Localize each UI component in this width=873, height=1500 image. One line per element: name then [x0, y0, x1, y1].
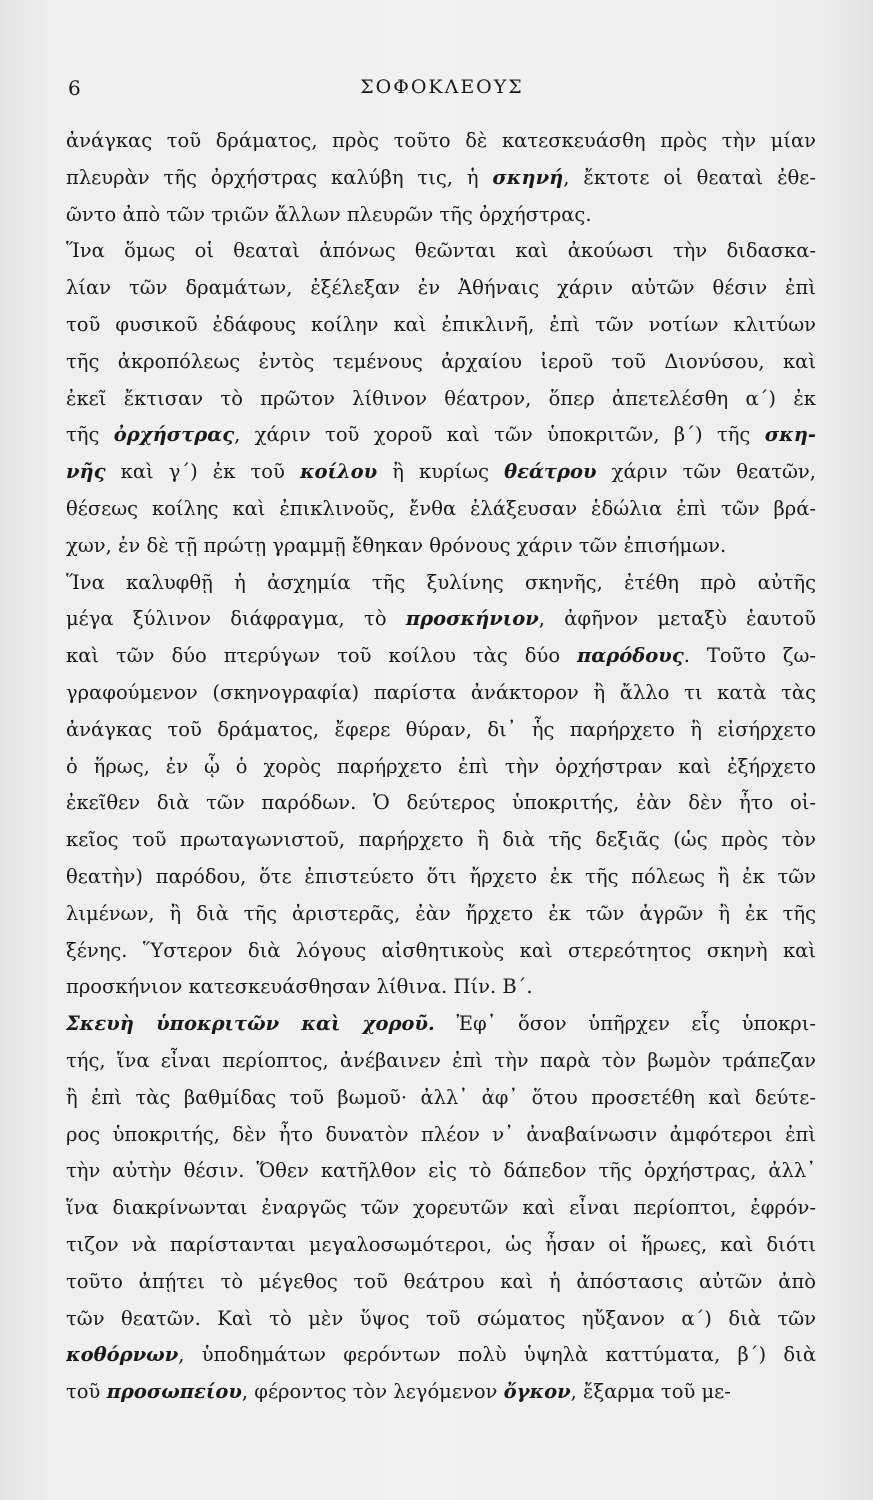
text-run: τής, ἵνα εἶναι περίοπτος, ἀνέβαινεν ἐπὶ τὴν παρὰ τὸν βωμὸν τράπεζαν — [66, 1048, 816, 1072]
text-run: Ἵνα καλυφθῇ ἡ ἀσχημία τῆς ξυλίνης σκηνῆς, ἐτέθη πρὸ αὐτῆς — [66, 570, 816, 594]
text-run: τοῦτο ἀπῄτει τὸ μέγεθος τοῦ θεάτρου καὶ ἡ ἀπόστασις αὐτῶν ἀπὸ — [66, 1269, 816, 1293]
paragraph — [66, 233, 816, 564]
text-run: πλευρὰν τῆς ὀρχήστρας καλύβη τις, ἡ — [66, 165, 493, 189]
emphasized-term: κοίλου — [299, 460, 378, 484]
text-run: ρος ὑποκριτής, δὲν ἦτο δυνατὸν πλέον ν᾽ ἀναβαίνωσιν ἀμφότεροι ἐπὶ — [66, 1122, 816, 1146]
text-line — [66, 123, 816, 160]
page-number: 6 — [68, 76, 81, 100]
body-text — [66, 123, 816, 1411]
text-line — [66, 601, 816, 638]
text-run: , ἀφῆνον μεταξὺ ἑαυτοῦ — [538, 607, 816, 631]
text-run: θέσεως κοίλης καὶ ἐπικλινοῦς, ἔνθα ἐλάξευσαν ἑδώλια ἐπὶ τῶν βρά- — [66, 496, 816, 520]
text-line — [66, 712, 816, 749]
text-run: , χάριν τοῦ χοροῦ καὶ τῶν ὑποκριτῶν, β΄) τῆς — [234, 423, 765, 447]
text-run: καὶ γ΄) ἐκ τοῦ — [105, 460, 300, 484]
running-title: ΣΟΦΟΚΛΕΟΥΣ — [360, 76, 524, 98]
text-run: μέγα ξύλινον διάφραγμα, τὸ — [66, 607, 406, 631]
text-run: θεατὴν) παρόδου, ὅτε ἐπιστεύετο ὅτι ἤρχετο ἐκ τῆς πόλεως ἢ ἐκ τῶν — [66, 864, 816, 888]
emphasized-term: παρόδους — [577, 644, 684, 668]
text-run: τὴν αὐτὴν θέσιν. Ὅθεν κατῆλθον εἰς τὸ δάπεδον τῆς ὀρχήστρας, ἀλλ᾽ — [66, 1159, 816, 1183]
emphasized-term: ὀρχήστρας — [113, 423, 235, 447]
text-line — [66, 1190, 816, 1227]
text-run: κεῖος τοῦ πρωταγωνιστοῦ, παρήρχετο ἢ διὰ τῆς δεξιᾶς (ὡς πρὸς τὸν — [66, 828, 816, 852]
text-run: ἢ κυρίως — [377, 460, 505, 484]
text-line — [66, 749, 816, 786]
text-line — [66, 933, 816, 970]
text-run: ξένης. Ὕστερον διὰ λόγους αἰσθητικοὺς καὶ στερεότητος σκηνὴ καὶ — [66, 938, 816, 962]
text-line — [66, 454, 816, 491]
text-line — [66, 307, 816, 344]
emphasized-term: θεάτρου — [504, 460, 597, 484]
text-run: , ἔξαρμα τοῦ με- — [570, 1380, 731, 1404]
emphasized-term: Σκευὴ ὑποκριτῶν καὶ χοροῦ. — [66, 1012, 435, 1036]
text-line — [66, 1117, 816, 1154]
text-line — [66, 1264, 816, 1301]
text-run: Ἐφ᾽ ὅσον ὑπῆρχεν εἷς ὑποκρι- — [434, 1012, 816, 1036]
text-run: γραφούμενον (σκηνογραφία) παρίστα ἀνάκτορον ἢ ἄλλο τι κατὰ τὰς — [66, 680, 816, 704]
text-line — [66, 969, 816, 1006]
text-run: ὁ ἥρως, ἐν ᾧ ὁ χορὸς παρήρχετο ἐπὶ τὴν ὀρχήστραν καὶ ἐξήρχετο — [66, 754, 816, 778]
text-run: λίαν τῶν δραμάτων, ἐξέλεξαν ἐν Ἀθήναις χάριν αὐτῶν θέσιν ἐπὶ — [66, 276, 816, 300]
text-line — [66, 1301, 816, 1338]
text-line — [66, 565, 816, 602]
text-line — [66, 1080, 816, 1117]
text-run: ἀνάγκας τοῦ δράματος, πρὸς τοῦτο δὲ κατεσκευάσθη πρὸς τὴν μίαν — [66, 129, 816, 152]
text-line — [66, 896, 816, 933]
text-run: , ὑποδημάτων φερόντων πολὺ ὑψηλὰ καττύματα, β΄) διὰ — [178, 1343, 816, 1367]
text-line — [66, 491, 816, 528]
text-run: προσκήνιον κατεσκευάσθησαν λίθινα. Πίν. Β΄. — [66, 975, 533, 999]
text-line — [66, 1227, 816, 1264]
text-line — [66, 1006, 816, 1043]
text-line — [66, 417, 816, 454]
text-line — [66, 270, 816, 307]
text-line — [66, 528, 816, 565]
text-run: , φέροντος τὸν λεγόμενον — [241, 1380, 504, 1404]
text-run: τοῦ φυσικοῦ ἐδάφους κοίλην καὶ ἐπικλινῆ, ἐπὶ τῶν νοτίων κλιτύων — [66, 312, 816, 336]
page-header — [62, 74, 822, 104]
text-run: χάριν τῶν θεατῶν, — [596, 460, 816, 484]
emphasized-term: ὄγκον — [503, 1380, 571, 1404]
text-run: τῆς — [66, 423, 114, 447]
text-run: ῶντο ἀπὸ τῶν τριῶν ἄλλων πλευρῶν τῆς ὀρχήστρας. — [66, 202, 592, 226]
text-line — [66, 638, 816, 675]
text-line — [66, 344, 816, 381]
text-run: τῶν θεατῶν. Καὶ τὸ μὲν ὕψος τοῦ σώματος ηὔξανον α΄) διὰ τῶν — [66, 1306, 816, 1330]
text-run: καὶ τῶν δύο πτερύγων τοῦ κοίλου τὰς δύο — [66, 644, 578, 668]
text-line — [66, 381, 816, 418]
text-line — [66, 233, 816, 270]
emphasized-term: προσκήνιον — [405, 607, 539, 631]
text-run: , ἔκτοτε οἱ θεαταὶ ἐθε- — [563, 165, 816, 189]
text-line — [66, 1153, 816, 1190]
text-line — [66, 785, 816, 822]
text-run: ἀνάγκας τοῦ δράματος, ἔφερε θύραν, δι᾽ ἧς παρήρχετο ἢ εἰσήρχετο — [66, 717, 816, 741]
paragraph — [66, 565, 816, 1007]
emphasized-term: σκη- — [764, 423, 816, 447]
text-run: ἐκεῖ ἔκτισαν τὸ πρῶτον λίθινον θέατρον, ὅπερ ἀπετελέσθη α΄) ἐκ — [66, 386, 816, 410]
text-line — [66, 1374, 816, 1411]
text-line — [66, 197, 816, 234]
text-run: . Τοῦτο ζω- — [683, 644, 816, 668]
paragraph — [66, 123, 816, 233]
text-line — [66, 822, 816, 859]
text-line — [66, 160, 816, 197]
text-run: τοῦ — [66, 1380, 107, 1404]
text-run: ἢ ἐπὶ τὰς βαθμίδας τοῦ βωμοῦ· ἀλλ᾽ ἀφ᾽ ὅτου προσετέθη καὶ δεύτε- — [66, 1085, 816, 1109]
text-line — [66, 675, 816, 712]
emphasized-term: προσωπείου — [106, 1380, 242, 1404]
text-line — [66, 859, 816, 896]
paragraph — [66, 1006, 816, 1411]
emphasized-term: νῆς — [66, 460, 106, 484]
text-run: τῆς ἀκροπόλεως ἐντὸς τεμένους ἀρχαίου ἱεροῦ τοῦ Διονύσου, καὶ — [66, 349, 816, 373]
text-run: λιμένων, ἢ διὰ τῆς ἀριστερᾶς, ἐὰν ἤρχετο ἐκ τῶν ἀγρῶν ἢ ἐκ τῆς — [66, 901, 816, 925]
text-line — [66, 1337, 816, 1374]
emphasized-term: σκηνή — [492, 165, 564, 189]
text-run: Ἵνα ὅμως οἱ θεαταὶ ἀπόνως θεῶνται καὶ ἀκούωσι τὴν διδασκα- — [66, 239, 816, 263]
text-run: ἐκεῖθεν διὰ τῶν παρόδων. Ὁ δεύτερος ὑποκριτής, ἐὰν δὲν ἦτο οἰ- — [66, 791, 816, 815]
text-run: ἵνα διακρίνωνται ἐναργῶς τῶν χορευτῶν καὶ εἶναι περίοπτοι, ἐφρόν- — [66, 1196, 816, 1220]
text-line — [66, 1043, 816, 1080]
emphasized-term: κοθόρνων — [66, 1343, 179, 1367]
text-run: τιζον νὰ παρίστανται μεγαλοσωμότεροι, ὡς ἦσαν οἱ ἥρωες, καὶ διότι — [66, 1232, 816, 1256]
text-run: χων, ἐν δὲ τῇ πρώτῃ γραμμῇ ἔθηκαν θρόνους χάριν τῶν ἐπισήμων. — [66, 533, 727, 557]
